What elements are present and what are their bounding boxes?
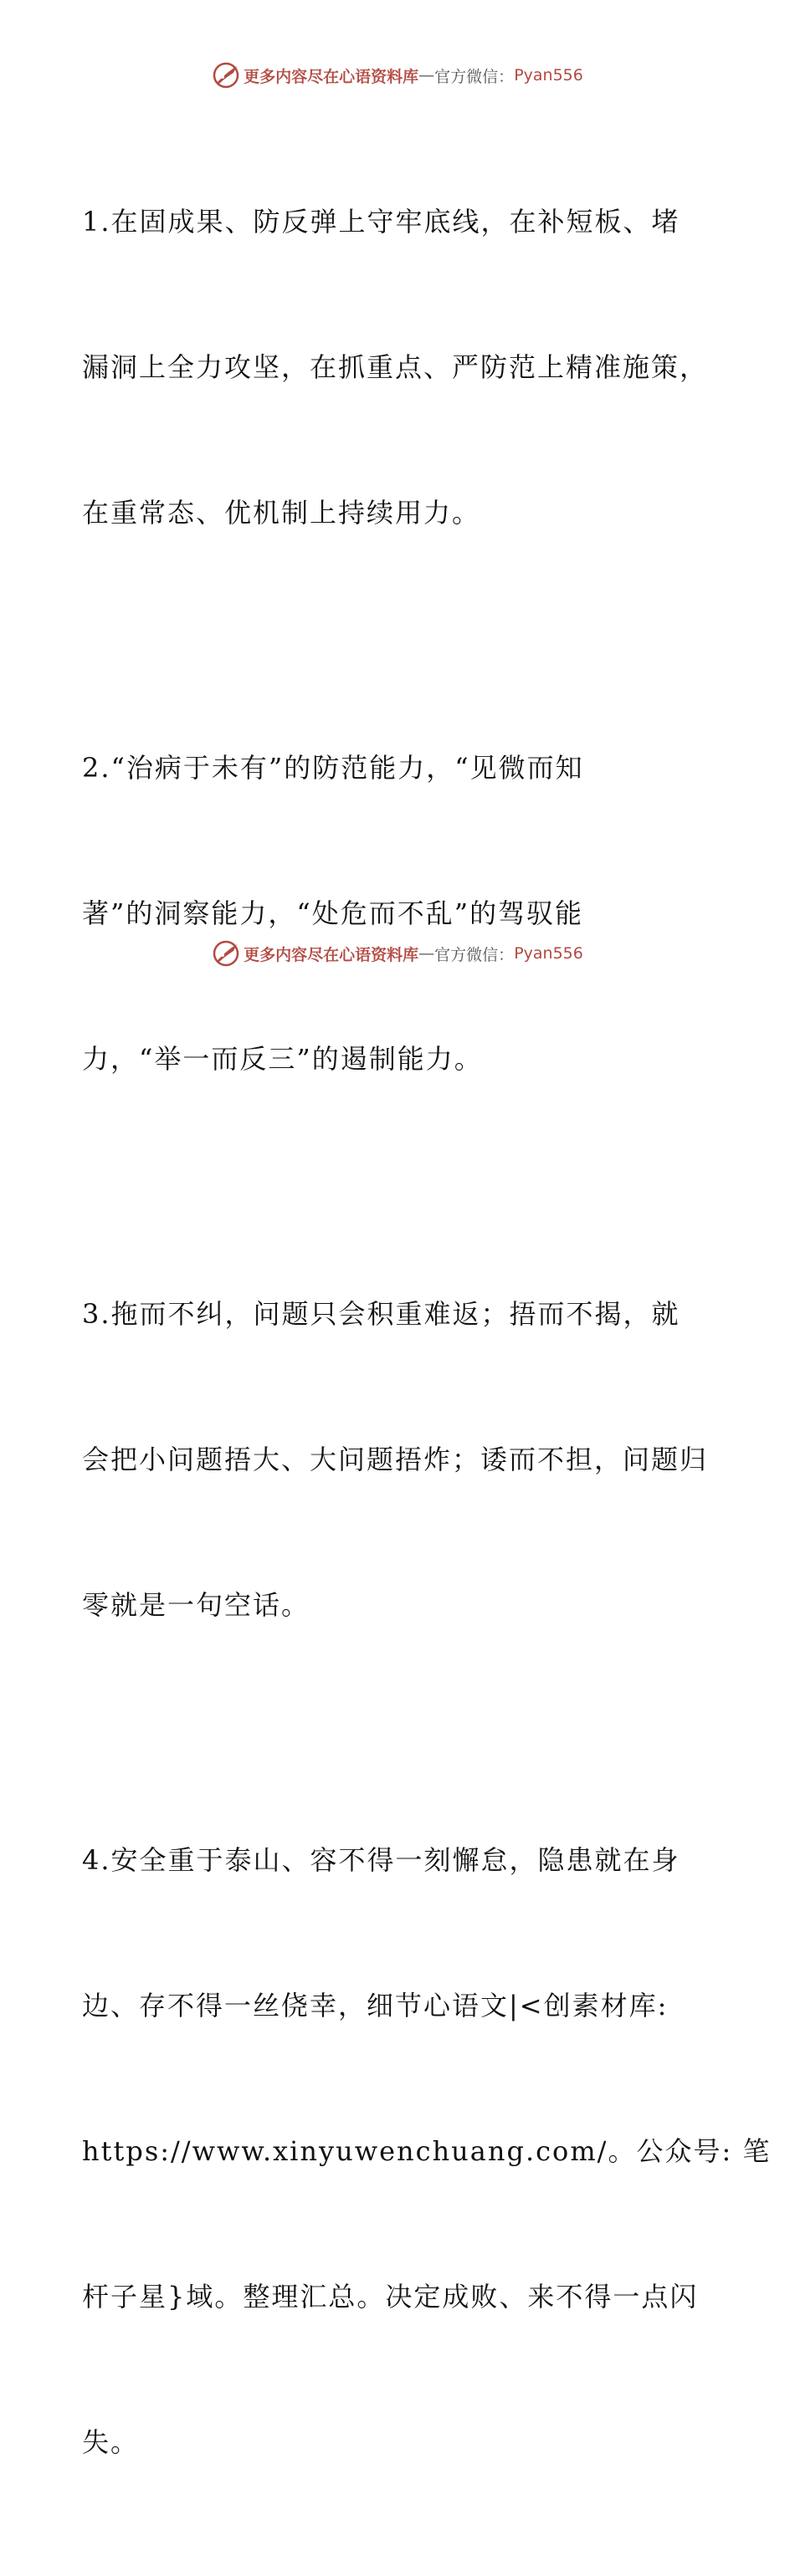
paragraph-4 xyxy=(82,1739,772,2563)
watermark-label: 官方微信： xyxy=(434,945,515,964)
paragraph-line: https://www.xinyuwenchuang.com/。公众号: 笔 xyxy=(82,2135,772,2167)
watermark-id: Pyan556 xyxy=(514,944,583,963)
document-body xyxy=(82,100,772,2576)
pen-logo-icon xyxy=(212,61,240,89)
paragraph-line: 漏洞上全力攻坚，在抓重点、严防范上精准施策， xyxy=(82,351,709,383)
watermark-id: Pyan556 xyxy=(514,66,583,84)
paragraph-line: 1.在固成果、防反弹上守牢底线，在补短板、堵 xyxy=(82,206,680,238)
watermark-separator: — xyxy=(418,944,435,963)
watermark-label: 官方微信： xyxy=(434,67,515,86)
header-watermark xyxy=(0,59,795,92)
pen-logo-icon xyxy=(212,939,240,968)
paragraph-line: 2.“治病于未有”的防范能力，“见微而知 xyxy=(82,752,584,784)
paragraph-line: 零就是一句空话。 xyxy=(82,1589,310,1621)
paragraph-line: 力，“举一而反三”的遏制能力。 xyxy=(82,1043,483,1075)
footer-watermark xyxy=(0,937,795,970)
paragraph-1 xyxy=(82,100,709,634)
watermark-text: 更多内容尽在心语资料库 xyxy=(244,945,419,964)
watermark-separator: — xyxy=(418,66,435,84)
paragraph-line: 4.安全重于泰山、容不得一刻懈怠，隐患就在身 xyxy=(82,1844,680,1876)
watermark-text: 更多内容尽在心语资料库 xyxy=(244,67,419,86)
paragraph-line: 会把小问题捂大、大问题捂炸；诿而不担，问题归 xyxy=(82,1444,709,1475)
paragraph-2 xyxy=(82,647,701,1180)
paragraph-line: 边、存不得一丝侥幸，细节心语文|<创素材库: xyxy=(82,1990,669,2021)
paragraph-line: 失。 xyxy=(82,2426,140,2458)
paragraph-line: 著”的洞察能力，“处危而不乱”的驾驭能 xyxy=(82,897,584,929)
paragraph-line: 杆子星}域。整理汇总。决定成败、来不得一点闪 xyxy=(82,2281,699,2313)
paragraph-line: 在重常态、优机制上持续用力。 xyxy=(82,497,481,529)
paragraph-line: 3.拖而不纠，问题只会积重难返；捂而不揭，就 xyxy=(82,1298,680,1330)
paragraph-3 xyxy=(82,1193,709,1726)
